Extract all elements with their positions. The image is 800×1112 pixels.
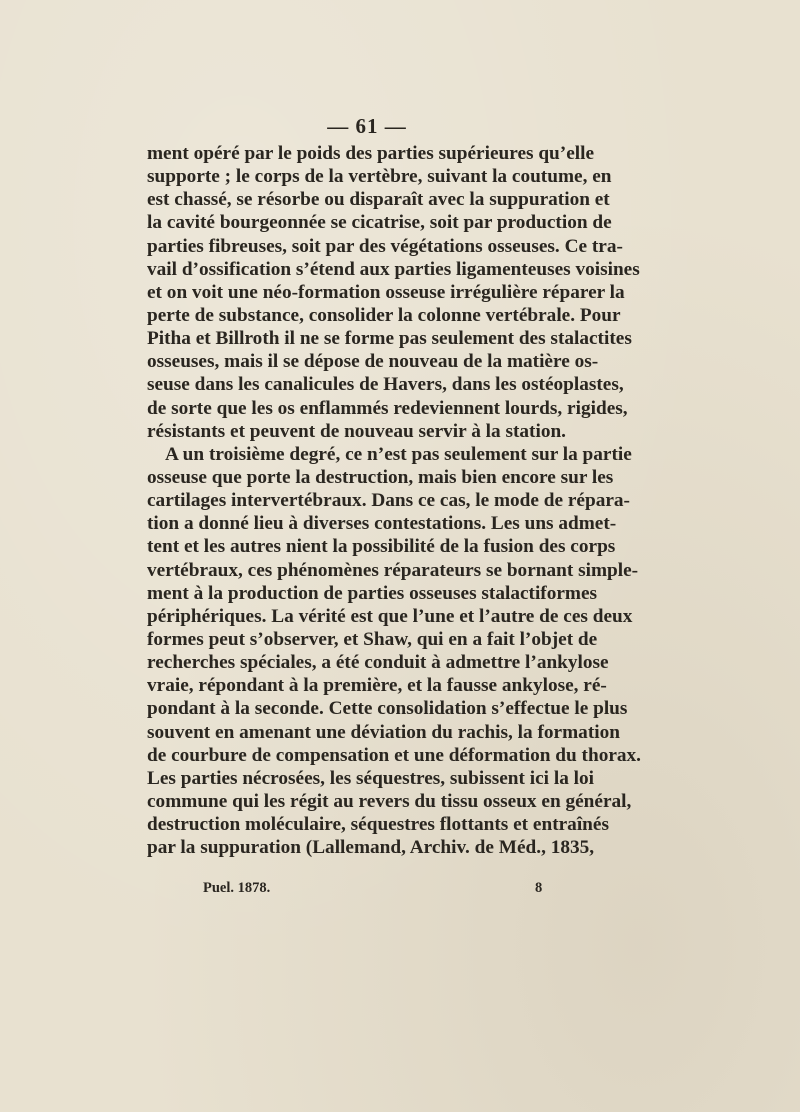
- text-line: supporte ; le corps de la vertèbre, suivant la coutume, en: [147, 166, 612, 188]
- text-line: de courbure de compensation et une déformation du thorax.: [147, 744, 641, 766]
- text-line: osseuse que porte la destruction, mais bien encore sur les: [147, 466, 614, 488]
- footer-sheet-number: 8: [535, 880, 543, 896]
- text-line: formes peut s’observer, et Shaw, qui en a fait l’objet de: [147, 628, 598, 650]
- text-line: de sorte que les os enflammés redeviennent lourds, rigides,: [147, 397, 628, 419]
- text-line: A un troisième degré, ce n’est pas seulement sur la partie: [165, 443, 632, 465]
- page-number: — 61 —: [327, 114, 407, 138]
- text-line: recherches spéciales, a été conduit à admettre l’ankylose: [147, 652, 609, 674]
- text-line: pondant à la seconde. Cette consolidation s’effectue le plus: [147, 698, 628, 720]
- text-line: périphériques. La vérité est que l’une et l’autre de ces deux: [147, 605, 633, 627]
- text-line: osseuses, mais il se dépose de nouveau de la matière os-: [147, 351, 599, 373]
- text-line: tent et les autres nient la possibilité de la fusion des corps: [147, 536, 616, 558]
- text-line: parties fibreuses, soit par des végétations osseuses. Ce tra-: [147, 235, 623, 257]
- text-line: Pitha et Billroth il ne se forme pas seulement des stalactites: [147, 328, 632, 350]
- text-line: ment à la production de parties osseuses stalactiformes: [147, 582, 598, 604]
- text-line: est chassé, se résorbe ou disparaît avec la suppuration et: [147, 189, 610, 211]
- text-line: ment opéré par le poids des parties supérieures qu’elle: [147, 143, 595, 164]
- page-footer: [0, 880, 800, 900]
- text-line: perte de substance, consolider la colonne vertébrale. Pour: [147, 304, 621, 326]
- text-line: et on voit une néo-formation osseuse irrégulière réparer la: [147, 281, 625, 303]
- footer-signature: Puel. 1878.: [203, 880, 271, 896]
- text-line: vraie, répondant à la première, et la fausse ankylose, ré-: [147, 675, 607, 697]
- text-line: Les parties nécrosées, les séquestres, subissent ici la loi: [147, 767, 595, 789]
- text-line: seuse dans les canalicules de Havers, dans les ostéoplastes,: [147, 374, 624, 396]
- body-text: [147, 142, 641, 859]
- text-line: résistants et peuvent de nouveau servir à la station.: [147, 420, 566, 442]
- text-line: cartilages intervertébraux. Dans ce cas, le mode de répara-: [147, 490, 630, 512]
- text-line: tion a donné lieu à diverses contestations. Les uns admet-: [147, 513, 617, 535]
- text-line: souvent en amenant une déviation du rachis, la formation: [147, 721, 620, 743]
- text-line: destruction moléculaire, séquestres flottants et entraînés: [147, 814, 609, 836]
- text-line: vail d’ossification s’étend aux parties ligamenteuses voisines: [147, 258, 640, 280]
- text-line: commune qui les régit au revers du tissu osseux en général,: [147, 790, 632, 812]
- text-line: vertébraux, ces phénomènes réparateurs se bornant simple-: [147, 559, 639, 581]
- text-line: par la suppuration (Lallemand, Archiv. de Méd., 1835,: [147, 837, 595, 859]
- text-line: la cavité bourgeonnée se cicatrise, soit par production de: [147, 212, 612, 234]
